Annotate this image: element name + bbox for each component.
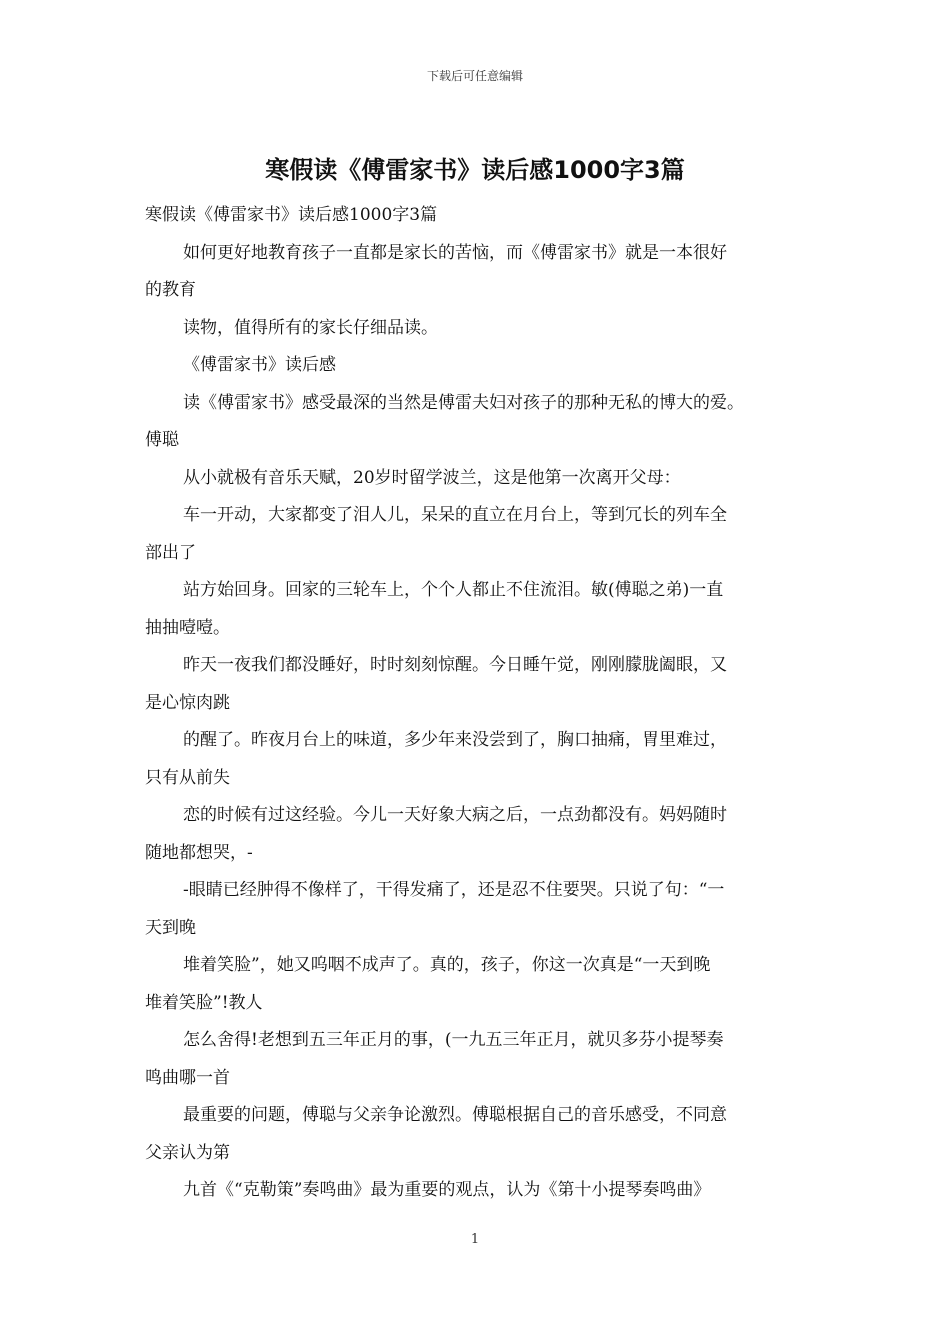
body-line: 昨天一夜我们都没睡好，时时刻刻惊醒。今日睡午觉，刚刚朦胧阖眼，又 [183, 655, 727, 675]
body-line: 怎么舍得!老想到五三年正月的事，(一九五三年正月，就贝多芬小提琴奏 [183, 1030, 724, 1050]
document-body [145, 197, 817, 1210]
body-line: 是心惊肉跳 [145, 692, 230, 713]
body-line: 父亲认为第 [145, 1142, 230, 1163]
body-line: 堆着笑脸”!教人 [145, 992, 263, 1013]
body-line: 九首《“克勒策”奏鸣曲》最为重要的观点，认为《第十小提琴奏鸣曲》 [183, 1180, 711, 1200]
body-line: -眼睛已经肿得不像样了，干得发痛了，还是忍不住要哭。只说了句：“一 [183, 880, 725, 900]
header-note: 下载后可任意编辑 [426, 69, 523, 83]
body-line: 车一开动，大家都变了泪人儿，呆呆的直立在月台上，等到冗长的列车全 [183, 505, 727, 525]
body-line: 天到晚 [145, 917, 196, 938]
body-line: 鸣曲哪一首 [145, 1067, 230, 1088]
body-line: 堆着笑脸”，她又呜咽不成声了。真的，孩子，你这一次真是“一天到晚 [183, 955, 711, 975]
body-line: 随地都想哭，- [145, 842, 253, 863]
body-line: 如何更好地教育孩子一直都是家长的苦恼，而《傅雷家书》就是一本很好 [183, 242, 727, 263]
body-line: 的教育 [145, 280, 196, 300]
body-line: 站方始回身。回家的三轮车上，个个人都止不住流泪。敏(傅聪之弟)一直 [183, 580, 724, 600]
body-line: 从小就极有音乐天赋，20岁时留学波兰，这是他第一次离开父母： [183, 467, 681, 488]
body-line: 读物，值得所有的家长仔细品读。 [183, 317, 438, 338]
body-line: 抽抽噎噎。 [145, 617, 230, 638]
body-line: 只有从前失 [145, 767, 230, 788]
body-line: 寒假读《傅雷家书》读后感1000字3篇 [145, 205, 438, 225]
body-line: 的醒了。昨夜月台上的味道，多少年来没尝到了，胸口抽痛，胃里难过， [183, 730, 727, 750]
body-line: 傅聪 [145, 430, 179, 450]
body-line: 读《傅雷家书》感受最深的当然是傅雷夫妇对孩子的那种无私的博大的爱。 [183, 392, 744, 413]
document-title: 寒假读《傅雷家书》读后感1000字3篇 [265, 156, 685, 184]
body-line: 最重要的问题，傅聪与父亲争论激烈。傅聪根据自己的音乐感受，不同意 [183, 1105, 727, 1125]
body-line: 部出了 [145, 542, 196, 563]
body-line: 恋的时候有过这经验。今儿一天好象大病之后，一点劲都没有。妈妈随时 [183, 805, 727, 825]
page-number: 1 [470, 1232, 480, 1247]
body-line: 《傅雷家书》读后感 [183, 355, 336, 375]
